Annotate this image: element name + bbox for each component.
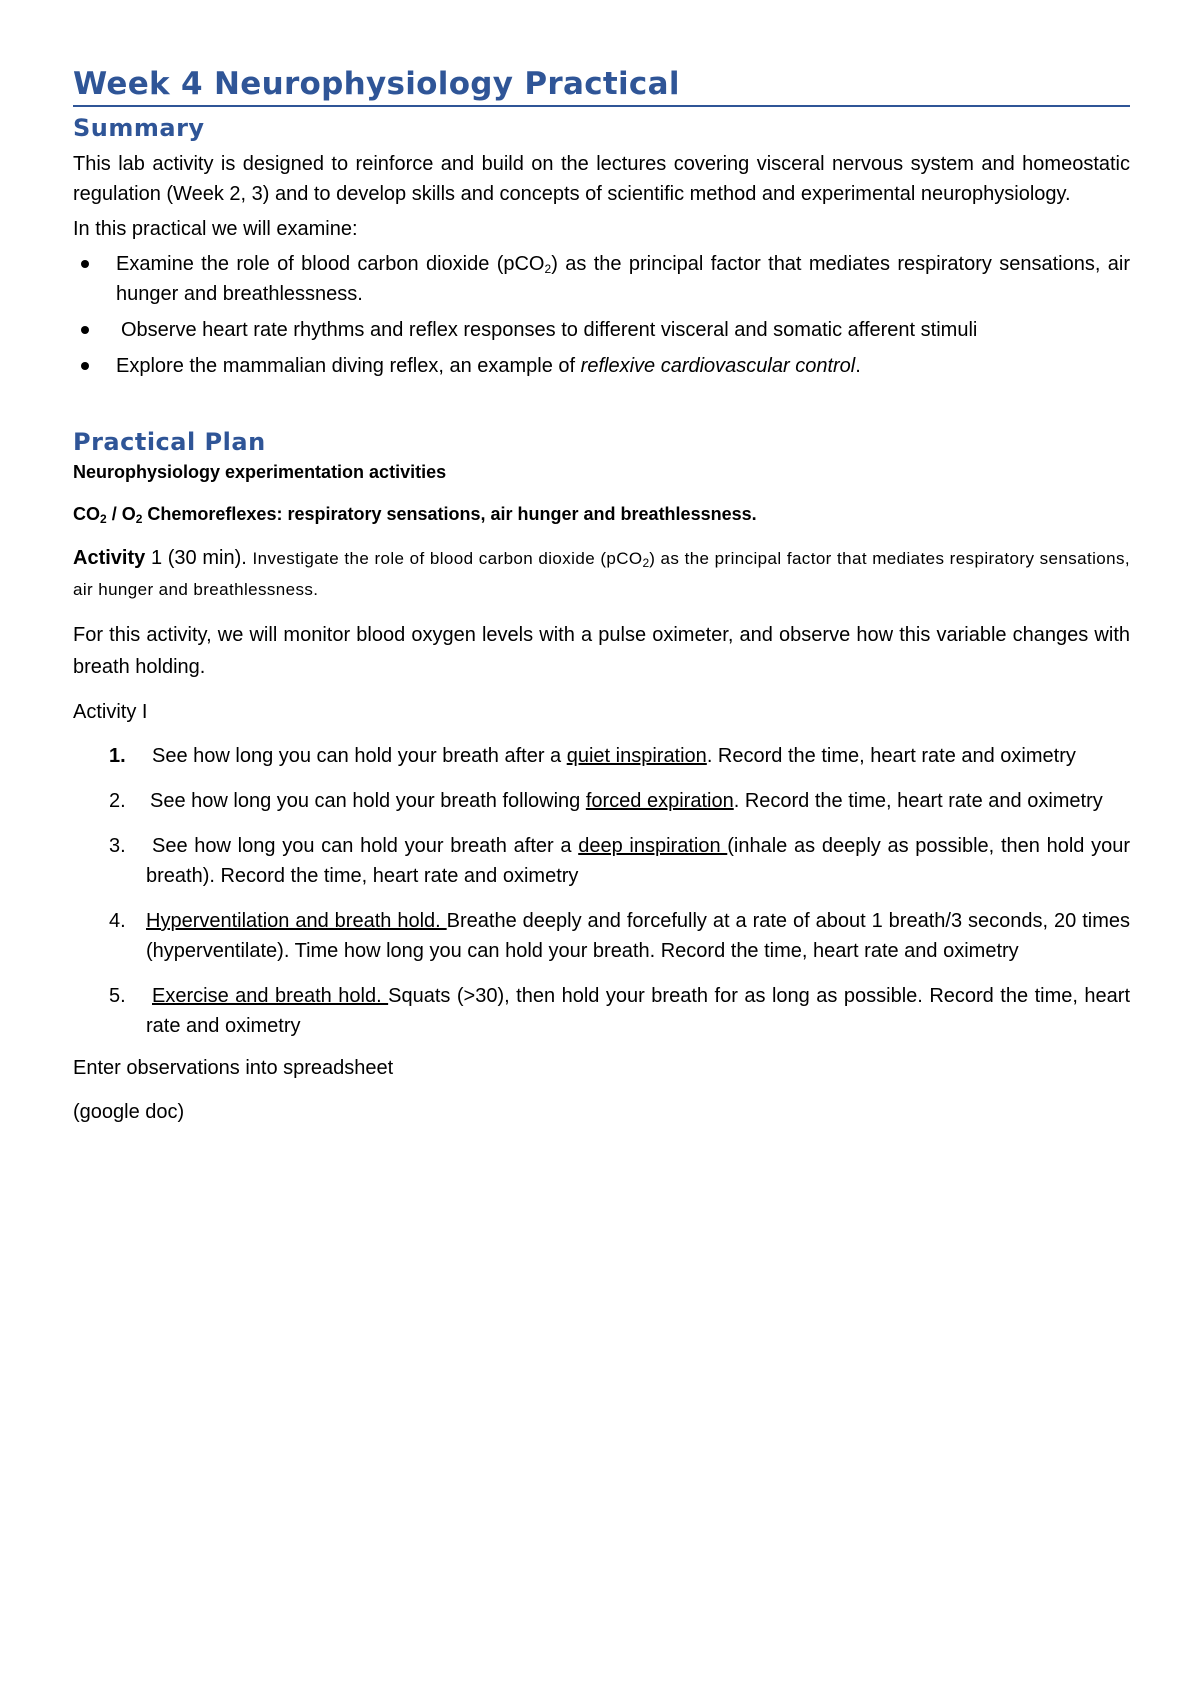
- step-number: 1.: [109, 745, 126, 767]
- subscript: 2: [544, 262, 552, 276]
- bullet-text: Observe heart rate rhythms and reflex responses to different visceral and somatic afferent stimuli: [121, 319, 978, 341]
- step-underlined: forced expiration: [585, 790, 734, 812]
- bullet-item-diving-reflex: [73, 351, 1130, 381]
- subscript: 2: [135, 512, 143, 526]
- step-text: See how long you can hold your breath after a: [152, 745, 567, 767]
- step-underlined: Exercise and breath hold.: [152, 985, 389, 1007]
- step-3: [73, 831, 1130, 891]
- step-text: . Record the time, heart rate and oximetry: [733, 790, 1103, 812]
- step-text: (inhale as deeply as possible, then hold your breath). Record the time, heart rate and oximetry: [146, 835, 1130, 887]
- step-number: 3.: [109, 835, 126, 857]
- step-text: See how long you can hold your breath after a: [152, 835, 579, 857]
- step-underlined: Hyperventilation and breath hold.: [146, 910, 447, 932]
- step-text: . Record the time, heart rate and oximetry: [706, 745, 1076, 767]
- step-number: 4.: [109, 910, 126, 932]
- activity-desc-text: ) as the principal factor that mediates respiratory sensations, air hunger and breathlessness.: [73, 549, 1130, 599]
- step-text: See how long you can hold your breath following: [150, 790, 586, 812]
- bullet-dot-icon: [81, 362, 89, 370]
- summary-bullet-list: [73, 249, 1130, 381]
- subscript: 2: [642, 556, 650, 570]
- step-5: [73, 981, 1130, 1041]
- summary-paragraph: This lab activity is designed to reinforce and build on the lectures covering visceral nervous system and homeostatic regulation (Week 2, 3) and to develop skills and concepts of scientific method and experimental neurophysiology.: [73, 153, 1130, 205]
- bullet-text: ) as the principal factor that mediates respiratory sensations, air hunger and breathlessness.: [116, 253, 1130, 305]
- step-underlined: deep inspiration: [578, 835, 728, 857]
- summary-intro: In this practical we will examine:: [73, 218, 358, 240]
- chemoreflex-heading: [73, 501, 1130, 527]
- activity-title: Activity I: [73, 701, 148, 723]
- step-number: 5.: [109, 985, 126, 1007]
- enter-observations: Enter observations into spreadsheet: [73, 1057, 394, 1079]
- step-number: 2.: [109, 790, 126, 812]
- bullet-text: .: [855, 355, 861, 377]
- google-doc-note: (google doc): [73, 1101, 185, 1123]
- activity-label: Activity: [73, 547, 146, 569]
- chemo-text: / O: [106, 504, 136, 524]
- chemo-text: CO: [73, 504, 100, 524]
- monitor-paragraph: For this activity, we will monitor blood oxygen levels with a pulse oximeter, and observe how this variable changes with breath holding.: [73, 624, 1130, 678]
- document-title: Week 4 Neurophysiology Practical: [73, 64, 1130, 107]
- document-page: [73, 64, 1130, 1127]
- bullet-text: Examine the role of blood carbon dioxide (pCO: [116, 253, 545, 275]
- step-2: [73, 786, 1130, 816]
- bullet-item-heart-rate: [73, 315, 1130, 345]
- step-4: [73, 906, 1130, 966]
- activity-time: 1 (30 min).: [145, 547, 253, 569]
- activity-steps: [73, 741, 1130, 1041]
- activity-desc-text: Investigate the role of blood carbon dioxide (pCO: [252, 549, 643, 568]
- subscript: 2: [100, 512, 107, 526]
- plan-subheading: Neurophysiology experimentation activities: [73, 462, 447, 482]
- step-text: Squats (>30), then hold your breath for as long as possible. Record the time, heart rate and oximetry: [146, 985, 1130, 1037]
- bullet-item-pco2: [73, 249, 1130, 309]
- step-underlined: quiet inspiration: [566, 745, 707, 767]
- plan-heading: Practical Plan: [73, 428, 266, 456]
- summary-heading: Summary: [73, 114, 205, 142]
- bullet-dot-icon: [81, 326, 89, 334]
- step-text: Breathe deeply and forcefully at a rate of about 1 breath/3 seconds, 20 times (hyperventilate). Time how long you can hold your breath. Record the time, heart rate and oximetry: [146, 910, 1131, 962]
- bullet-dot-icon: [81, 260, 89, 268]
- activity-description: [73, 543, 1130, 605]
- bullet-text: Explore the mammalian diving reflex, an example of: [116, 355, 581, 377]
- chemo-text: Chemoreflexes: respiratory sensations, air hunger and breathlessness.: [142, 504, 757, 524]
- step-1: [73, 741, 1130, 771]
- bullet-emphasis: reflexive cardiovascular control: [580, 355, 856, 377]
